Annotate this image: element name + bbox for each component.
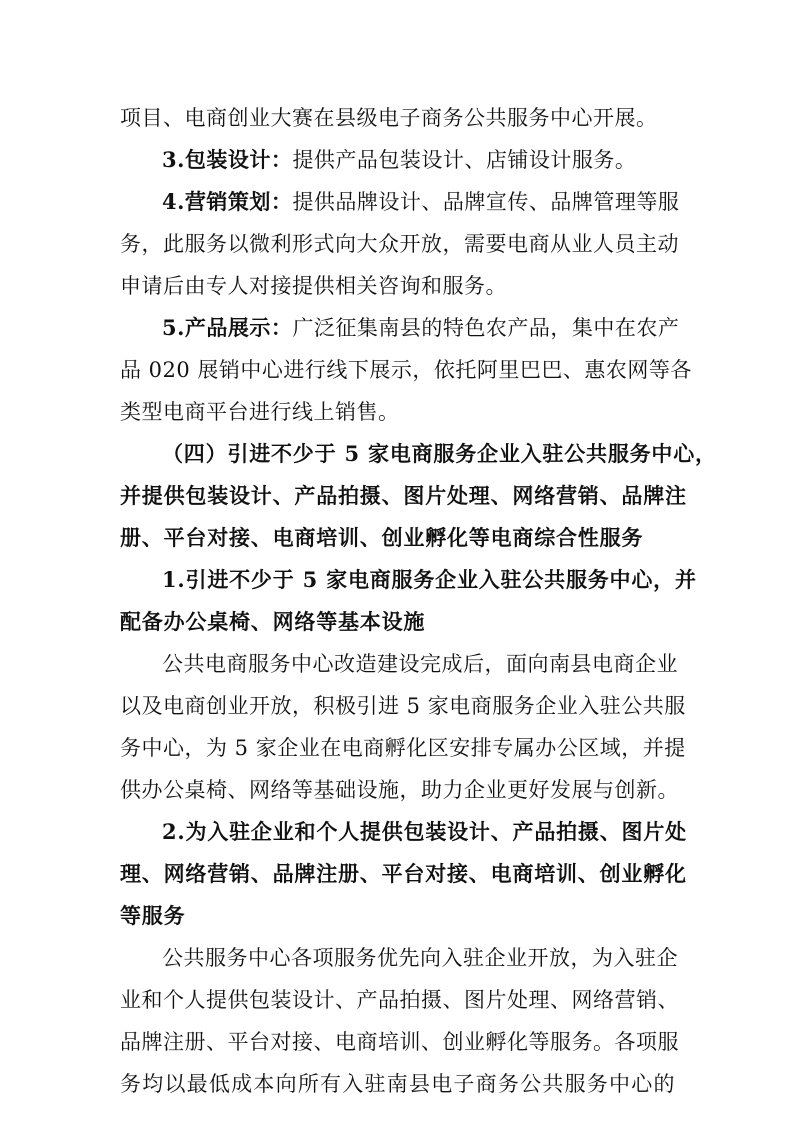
body-text-line: 供办公桌椅、网络等基础设施，助力企业更好发展与创新。 — [120, 778, 679, 802]
list-item-marketing-planning — [162, 187, 680, 217]
section-heading: （四）引进不少于 5 家电商服务企业入驻公共服务中心， — [162, 441, 717, 466]
list-item-text: 提供产品包装设计、店铺设计服务。 — [292, 148, 637, 172]
body-text-line: 项目、电商创业大赛在县级电子商务公共服务中心开展。 — [120, 106, 658, 130]
body-text-line: 公共服务中心各项服务优先向入驻企业开放，为入驻企 — [162, 946, 678, 970]
body-text-line: 公共电商服务中心改造建设完成后，面向南县电商企业 — [162, 652, 678, 676]
body-text-line: 以及电商创业开放，积极引进 5 家电商服务企业入驻公共服 — [120, 694, 686, 718]
subsection-heading: 理、网络营销、品牌注册、平台对接、电商培训、创业孵化 — [120, 861, 687, 886]
body-text-line: 品牌注册、平台对接、电商培训、创业孵化等服务。各项服 — [120, 1030, 679, 1054]
section-heading: 册、平台对接、电商培训、创业孵化等电商综合性服务 — [120, 525, 644, 550]
body-text-line: 品 020 展销中心进行线下展示，依托阿里巴巴、惠农网等各 — [120, 358, 692, 382]
body-text-line: 务中心，为 5 家企业在电商孵化区安排专属办公区域，并提 — [120, 736, 686, 760]
list-item-packaging-design — [162, 145, 675, 175]
subsection-heading: 2.为入驻企业和个人提供包装设计、产品拍摄、图片处 — [162, 819, 687, 844]
list-item-text: 广泛征集南县的特色农产品，集中在农产 — [292, 316, 680, 340]
section-heading: 并提供包装设计、产品拍摄、图片处理、网络营销、品牌注 — [120, 483, 687, 508]
body-text-line: 务均以最低成本向所有入驻南县电子商务公共服务中心的 — [120, 1072, 675, 1096]
body-text-line: 类型电商平台进行线上销售。 — [120, 400, 400, 424]
list-item-heading: 3.包装设计： — [162, 147, 293, 172]
subsection-heading: 配备办公桌椅、网络等基本设施 — [120, 609, 426, 634]
subsection-heading: 等服务 — [120, 903, 186, 928]
list-item-heading: 5.产品展示： — [162, 315, 293, 340]
list-item-product-display — [162, 313, 680, 343]
body-text-line: 申请后由专人对接提供相关咨询和服务。 — [120, 274, 507, 298]
list-item-text: 提供品牌设计、品牌宣传、品牌管理等服 — [292, 190, 680, 214]
list-item-heading: 4.营销策划： — [162, 189, 293, 214]
body-text-line: 业和个人提供包装设计、产品拍摄、图片处理、网络营销、 — [120, 988, 679, 1012]
body-text-line: 务，此服务以微利形式向大众开放，需要电商从业人员主动 — [120, 232, 679, 256]
subsection-heading: 1.引进不少于 5 家电商服务企业入驻公共服务中心，并 — [162, 567, 697, 592]
